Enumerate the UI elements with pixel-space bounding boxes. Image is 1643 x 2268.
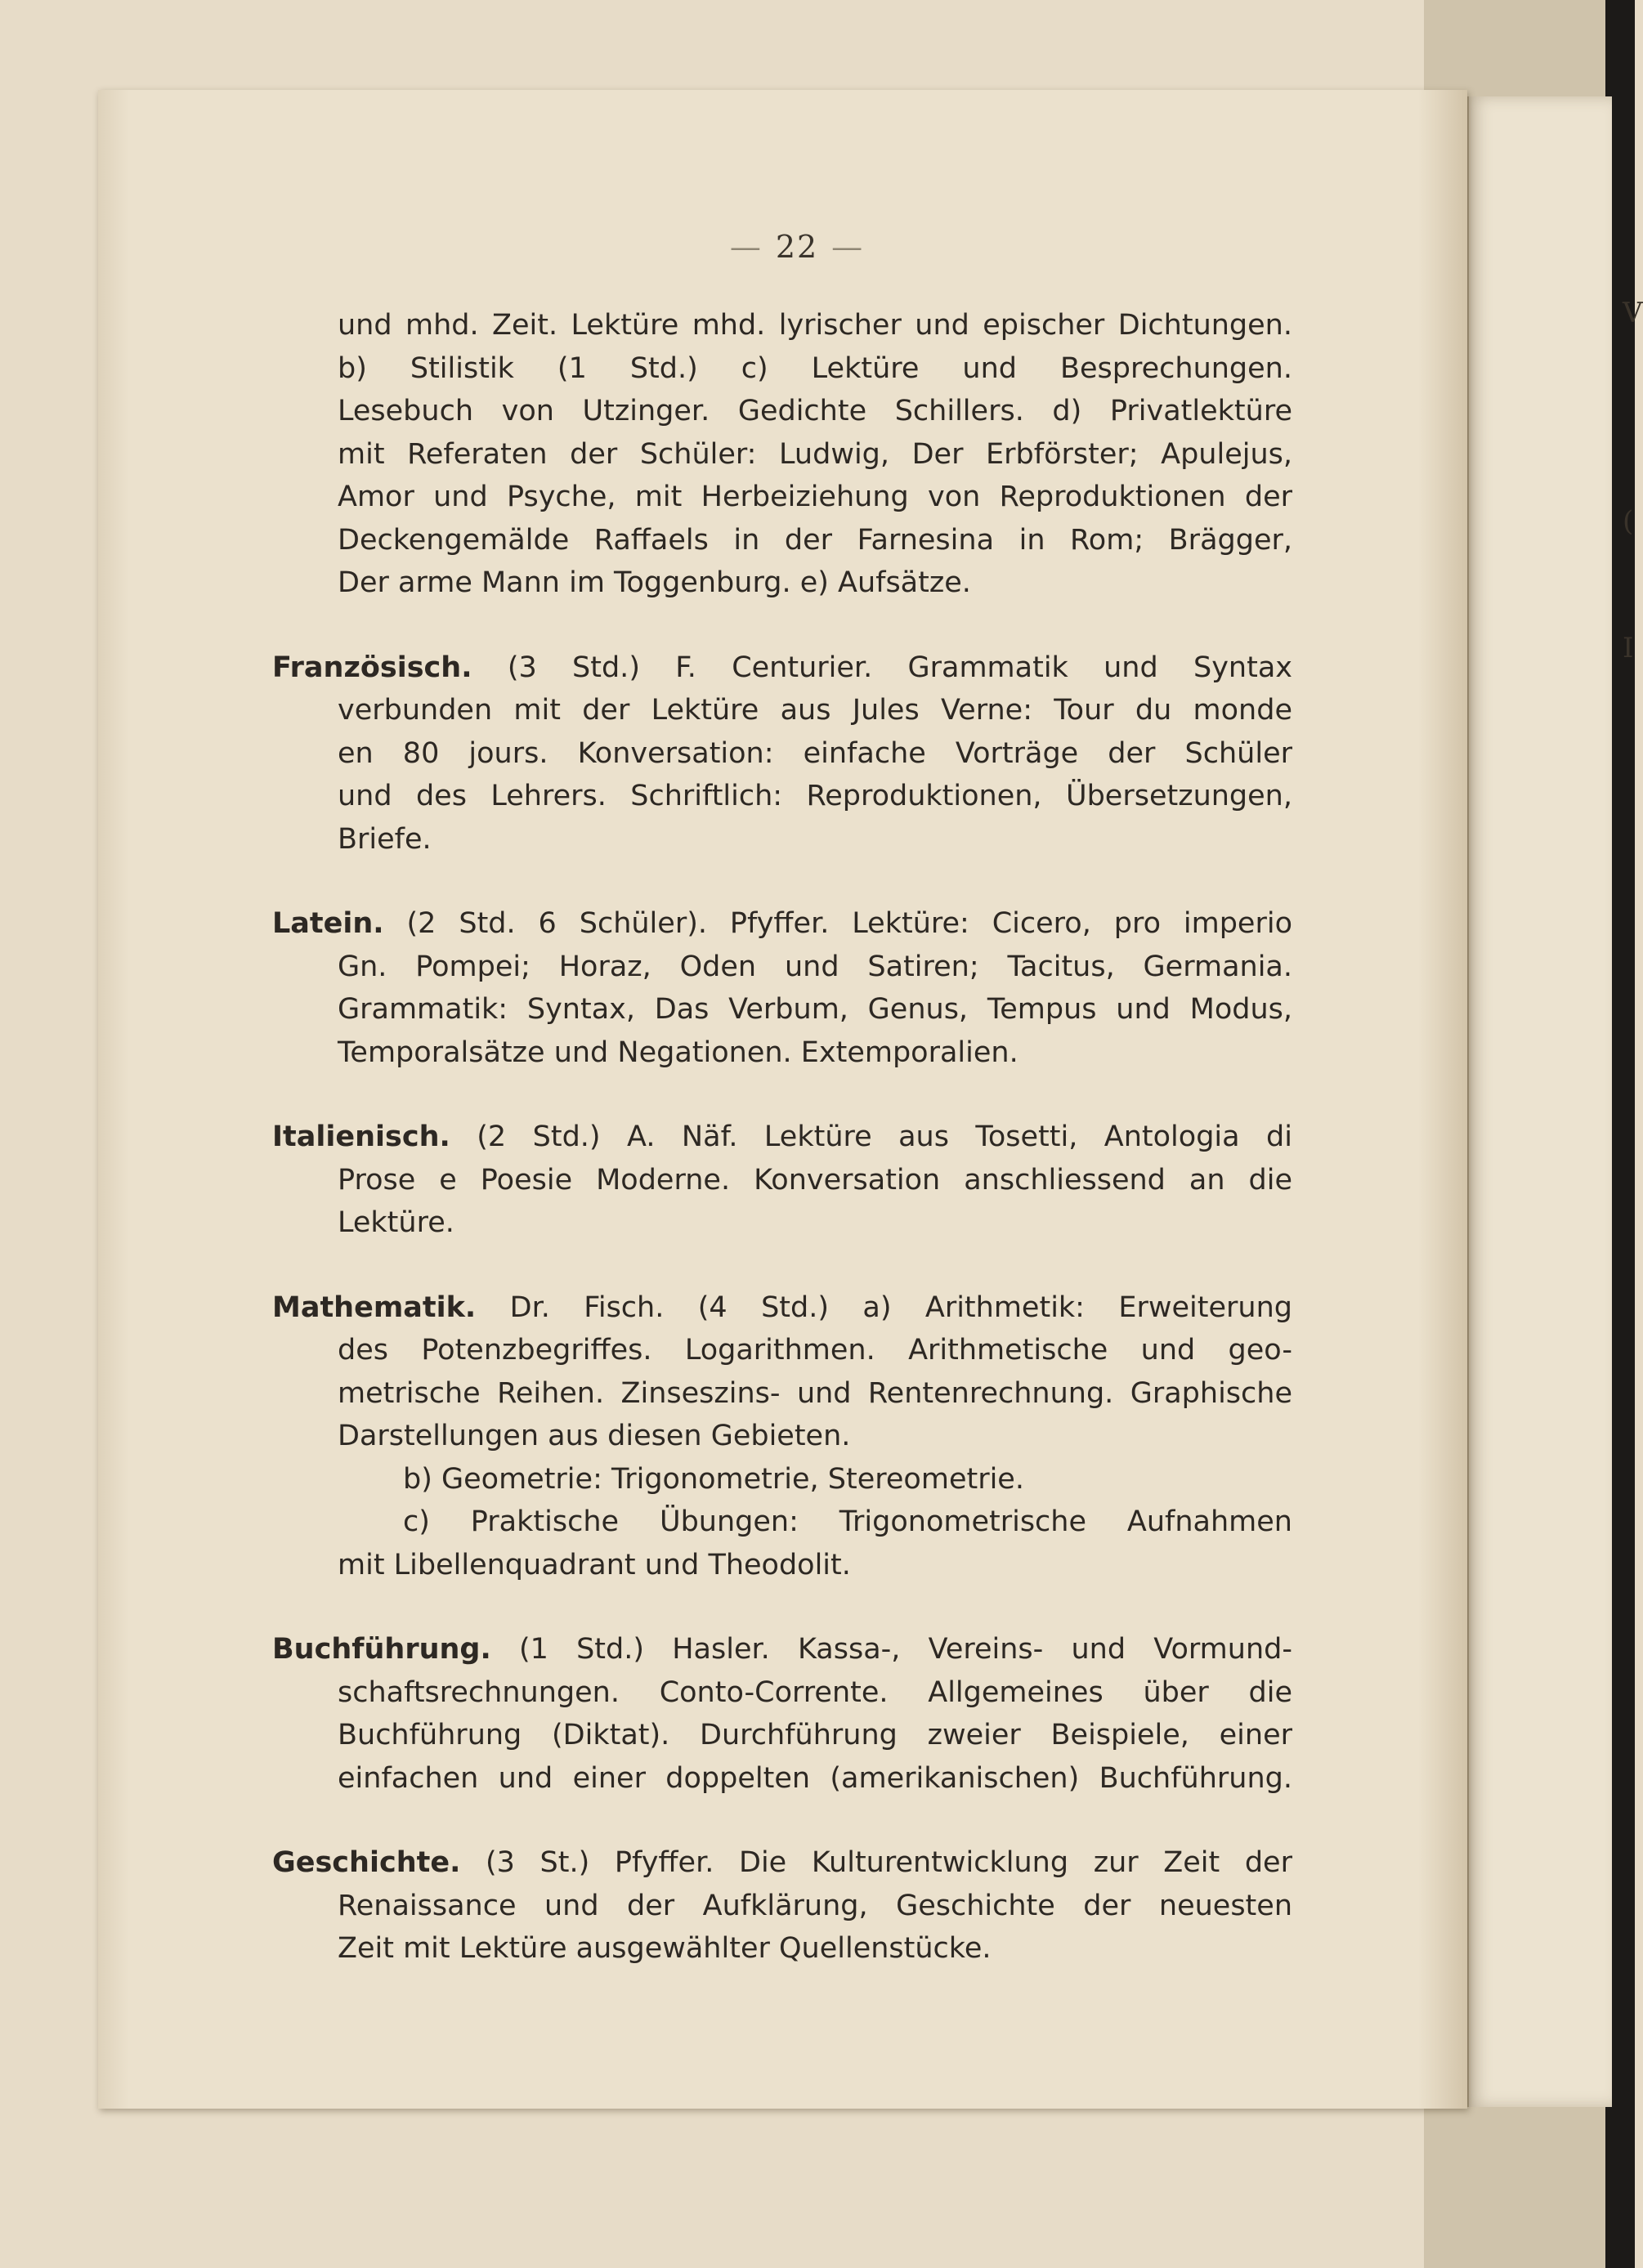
text-line: Amor und Psyche, mit Herbeiziehung von Reproduktionen der (338, 481, 1292, 513)
text-line: (3 Std.) F. Centurier. Grammatik und Syntax (507, 651, 1292, 684)
subject-heading: Italienisch. (272, 1121, 450, 1153)
text-line: Der arme Mann im Toggenburg. e) Aufsätze. (338, 566, 971, 599)
paragraph-latein (272, 902, 1292, 1074)
text-line: Grammatik: Syntax, Das Verbum, Genus, Tempus und Modus, (338, 993, 1292, 1026)
subject-heading: Mathematik. (272, 1291, 477, 1324)
paragraph-mathematik (272, 1286, 1292, 1587)
text-line: Dr. Fisch. (4 Std.) a) Arithmetik: Erweiterung (509, 1291, 1292, 1324)
text-line: Deckengemälde Raffaels in der Farnesina in Rom; Brägger, (338, 523, 1292, 557)
text-line: (1 Std.) Hasler. Kassa-, Vereins- und Vormund- (518, 1633, 1292, 1666)
subject-heading: Französisch. (272, 651, 472, 684)
paragraph-geschichte (272, 1841, 1292, 1971)
text-line: Briefe. (338, 822, 432, 856)
text-line: mit Libellenquadrant und Theodolit. (338, 1548, 851, 1581)
text-line: und des Lehrers. Schriftlich: Reproduktionen, Übersetzungen, (338, 780, 1292, 812)
text-line: (2 Std. 6 Schüler). Pfyffer. Lektüre: Cicero, pro imperio (406, 907, 1292, 940)
text-line: Darstellungen aus diesen Gebieten. (338, 1420, 851, 1452)
facing-page-fragment: I (1623, 632, 1634, 664)
text-line: Renaissance und der Aufklärung, Geschichte der neuesten (338, 1889, 1292, 1922)
text-line: c) Praktische Übungen: Trigonometrische Aufnahmen (403, 1505, 1292, 1538)
subject-heading: Buchführung. (272, 1633, 491, 1666)
paragraph-deutsch-continued (338, 304, 1292, 605)
text-line: Prose e Poesie Moderne. Konversation anschliessend an die (338, 1163, 1292, 1197)
text-line: b) Geometrie: Trigonometrie, Stereometrie. (403, 1462, 1024, 1496)
subject-heading: Geschichte. (272, 1846, 461, 1879)
text-line: (3 St.) Pfyffer. Die Kulturentwicklung zur Zeit der (486, 1846, 1292, 1879)
paragraph-buchfuehrung (272, 1628, 1292, 1800)
text-line: und mhd. Zeit. Lektüre mhd. lyrischer und epischer Dichtungen. (338, 309, 1292, 342)
text-line: Gn. Pompei; Horaz, Oden und Satiren; Tacitus, Germania. (338, 950, 1292, 983)
text-line: Temporalsätze und Negationen. Extemporalien. (338, 1036, 1018, 1069)
subject-heading: Latein. (272, 907, 384, 940)
facing-page-fragment: V (1623, 297, 1643, 329)
text-line: des Potenzbegriffes. Logarithmen. Arithmetische und geo- (338, 1334, 1292, 1367)
text-line: verbunden mit der Lektüre aus Jules Verne: Tour du monde (338, 694, 1292, 727)
text-line: metrische Reihen. Zinseszins- und Rentenrechnung. Graphische (338, 1376, 1292, 1410)
text-line: Buchführung (Diktat). Durchführung zweier Beispiele, einer (338, 1719, 1292, 1751)
text-line: mit Referaten der Schüler: Ludwig, Der Erbförster; Apulejus, (338, 437, 1292, 471)
text-line: en 80 jours. Konversation: einfache Vorträge der Schüler (338, 736, 1292, 770)
page-text (272, 304, 1292, 2012)
text-line: einfachen und einer doppelten (amerikanischen) Buchführung. (338, 1761, 1292, 1795)
text-line: (2 Std.) A. Näf. Lektüre aus Tosetti, Antologia di (477, 1121, 1292, 1153)
paragraph-italienisch (272, 1116, 1292, 1245)
facing-page-edge (1467, 96, 1643, 2107)
page-number-value: 22 (775, 229, 819, 265)
text-line: Lektüre. (338, 1206, 454, 1239)
text-line: b) Stilistik (1 Std.) c) Lektüre und Besprechungen. (338, 351, 1292, 385)
paragraph-franzoesisch (272, 646, 1292, 861)
facing-page-fragment: ( (1623, 505, 1634, 538)
text-line: schaftsrechnungen. Conto-Corrente. Allgemeines über die (338, 1675, 1292, 1709)
text-line: Zeit mit Lektüre ausgewählter Quellenstücke. (338, 1932, 992, 1965)
text-line: Lesebuch von Utzinger. Gedichte Schillers. d) Privatlektüre (338, 395, 1292, 427)
page-number: — 22 — (729, 229, 865, 265)
